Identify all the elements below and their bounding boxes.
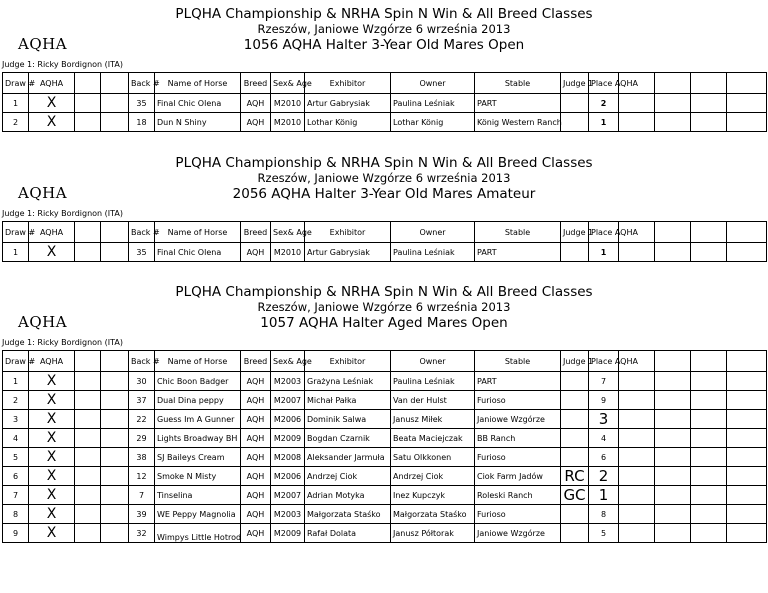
place-cell: 3 bbox=[589, 410, 619, 429]
blank-cell bbox=[75, 448, 101, 467]
judge-line: Judge 1: Ricky Bordignon (ITA) bbox=[2, 338, 124, 347]
blank-cell bbox=[619, 391, 655, 410]
blank-cell bbox=[655, 243, 691, 262]
blank-cell bbox=[727, 505, 767, 524]
place-cell: 1 bbox=[589, 486, 619, 505]
horse-cell: Final Chic Olena bbox=[155, 243, 241, 262]
blank-cell bbox=[619, 448, 655, 467]
col-owner: Owner bbox=[391, 222, 475, 243]
blank-cell bbox=[101, 410, 129, 429]
exhibitor-cell: Michał Pałka bbox=[305, 391, 391, 410]
col-blank bbox=[655, 73, 691, 94]
sex-age-cell: M2003 bbox=[271, 372, 305, 391]
breed-cell: AQH bbox=[241, 94, 271, 113]
back-cell: 18 bbox=[129, 113, 155, 132]
judge-line: Judge 1: Ricky Bordignon (ITA) bbox=[2, 209, 124, 218]
col-draw: Draw # bbox=[3, 73, 29, 94]
draw-cell: 8 bbox=[3, 505, 29, 524]
back-cell: 30 bbox=[129, 372, 155, 391]
draw-cell: 2 bbox=[3, 391, 29, 410]
back-cell: 22 bbox=[129, 410, 155, 429]
blank-cell bbox=[75, 486, 101, 505]
blank-cell bbox=[655, 372, 691, 391]
stable-cell: PART bbox=[475, 94, 561, 113]
blank-cell bbox=[619, 505, 655, 524]
blank-cell bbox=[101, 94, 129, 113]
breed-cell: AQH bbox=[241, 391, 271, 410]
blank-cell bbox=[691, 391, 727, 410]
back-cell: 12 bbox=[129, 467, 155, 486]
col-back: Back # bbox=[129, 351, 155, 372]
col-judge1: Judge 1 bbox=[561, 222, 589, 243]
aqha-mark: X bbox=[29, 486, 75, 505]
sex-age-cell: M2008 bbox=[271, 448, 305, 467]
stable-cell: Roleski Ranch bbox=[475, 486, 561, 505]
col-exhibitor: Exhibitor bbox=[305, 73, 391, 94]
judge-line: Judge 1: Ricky Bordignon (ITA) bbox=[2, 60, 124, 69]
col-blank bbox=[691, 73, 727, 94]
exhibitor-cell: Andrzej Ciok bbox=[305, 467, 391, 486]
aqha-mark: X bbox=[29, 372, 75, 391]
judge1-cell bbox=[561, 505, 589, 524]
blank-cell bbox=[101, 486, 129, 505]
judge1-cell bbox=[561, 410, 589, 429]
blank-cell bbox=[691, 467, 727, 486]
col-aqha: AQHA bbox=[29, 73, 75, 94]
horse-cell: Dun N Shiny bbox=[155, 113, 241, 132]
col-judge1: Judge 1 bbox=[561, 351, 589, 372]
judge1-cell: RC bbox=[561, 467, 589, 486]
col-place: Place AQHA bbox=[589, 222, 619, 243]
col-back: Back # bbox=[129, 222, 155, 243]
back-cell: 37 bbox=[129, 391, 155, 410]
blank-cell bbox=[75, 467, 101, 486]
col-blank bbox=[101, 351, 129, 372]
results-table bbox=[2, 221, 767, 262]
judge1-cell bbox=[561, 391, 589, 410]
col-blank bbox=[727, 73, 767, 94]
aqha-mark: X bbox=[29, 243, 75, 262]
place-cell: 1 bbox=[589, 113, 619, 132]
place-cell: 5 bbox=[589, 524, 619, 543]
blank-cell bbox=[619, 486, 655, 505]
blank-cell bbox=[101, 372, 129, 391]
owner-cell: Inez Kupczyk bbox=[391, 486, 475, 505]
class-title: 1057 AQHA Halter Aged Mares Open bbox=[260, 315, 508, 331]
place-cell: 4 bbox=[589, 429, 619, 448]
blank-cell bbox=[727, 94, 767, 113]
draw-cell: 7 bbox=[3, 486, 29, 505]
judge1-cell bbox=[561, 113, 589, 132]
place-cell: 2 bbox=[589, 467, 619, 486]
judge1-cell bbox=[561, 94, 589, 113]
aqha-logo: AQHA bbox=[18, 184, 68, 202]
horse-cell: Final Chic Olena bbox=[155, 94, 241, 113]
blank-cell bbox=[655, 505, 691, 524]
blank-cell bbox=[691, 94, 727, 113]
horse-cell: WE Peppy Magnolia bbox=[155, 505, 241, 524]
col-aqha: AQHA bbox=[29, 222, 75, 243]
blank-cell bbox=[691, 524, 727, 543]
horse-cell: Smoke N Misty bbox=[155, 467, 241, 486]
blank-cell bbox=[101, 243, 129, 262]
blank-cell bbox=[619, 113, 655, 132]
col-blank bbox=[75, 351, 101, 372]
blank-cell bbox=[727, 467, 767, 486]
breed-cell: AQH bbox=[241, 410, 271, 429]
table-row bbox=[3, 505, 767, 524]
judge1-cell: GC bbox=[561, 486, 589, 505]
blank-cell bbox=[727, 372, 767, 391]
blank-cell bbox=[619, 410, 655, 429]
blank-cell bbox=[101, 429, 129, 448]
exhibitor-cell: Bogdan Czarnik bbox=[305, 429, 391, 448]
col-sex-age: Sex& Age bbox=[271, 222, 305, 243]
exhibitor-cell: Grażyna Leśniak bbox=[305, 372, 391, 391]
horse-cell: Dual Dina peppy bbox=[155, 391, 241, 410]
class-title: 1056 AQHA Halter 3-Year Old Mares Open bbox=[243, 37, 525, 53]
blank-cell bbox=[619, 524, 655, 543]
blank-cell bbox=[727, 243, 767, 262]
col-stable: Stable bbox=[475, 222, 561, 243]
blank-cell bbox=[691, 486, 727, 505]
table-row bbox=[3, 429, 767, 448]
place-cell: 8 bbox=[589, 505, 619, 524]
breed-cell: AQH bbox=[241, 448, 271, 467]
owner-cell: Paulina Leśniak bbox=[391, 372, 475, 391]
col-horse: Name of Horse bbox=[155, 222, 241, 243]
back-cell: 32 bbox=[129, 524, 155, 543]
event-location: Rzeszów, Janiowe Wzgórze 6 września 2013 bbox=[257, 22, 511, 36]
event-title: PLQHA Championship & NRHA Spin N Win & All Breed Classes bbox=[175, 284, 593, 300]
blank-cell bbox=[619, 94, 655, 113]
owner-cell: Paulina Leśniak bbox=[391, 243, 475, 262]
horse-cell: Lights Broadway BH bbox=[155, 429, 241, 448]
horse-cell: Wimpys Little Hotrod bbox=[155, 524, 241, 543]
aqha-mark: X bbox=[29, 410, 75, 429]
owner-cell: Małgorzata Staśko bbox=[391, 505, 475, 524]
blank-cell bbox=[101, 467, 129, 486]
owner-cell: Satu Olkkonen bbox=[391, 448, 475, 467]
aqha-logo: AQHA bbox=[18, 313, 68, 331]
stable-cell: Furioso bbox=[475, 448, 561, 467]
col-breed: Breed bbox=[241, 73, 271, 94]
breed-cell: AQH bbox=[241, 467, 271, 486]
draw-cell: 1 bbox=[3, 243, 29, 262]
table-row bbox=[3, 524, 767, 543]
aqha-mark: X bbox=[29, 391, 75, 410]
blank-cell bbox=[727, 486, 767, 505]
col-blank bbox=[691, 351, 727, 372]
sex-age-cell: M2010 bbox=[271, 243, 305, 262]
stable-cell: Janiowe Wzgórze bbox=[475, 410, 561, 429]
col-horse: Name of Horse bbox=[155, 73, 241, 94]
blank-cell bbox=[691, 429, 727, 448]
owner-cell: Janusz Półtorak bbox=[391, 524, 475, 543]
blank-cell bbox=[727, 429, 767, 448]
place-cell: 6 bbox=[589, 448, 619, 467]
blank-cell bbox=[75, 410, 101, 429]
col-blank bbox=[101, 73, 129, 94]
col-blank bbox=[655, 351, 691, 372]
place-cell: 2 bbox=[589, 94, 619, 113]
stable-cell: Furioso bbox=[475, 505, 561, 524]
exhibitor-cell: Dominik Salwa bbox=[305, 410, 391, 429]
blank-cell bbox=[655, 429, 691, 448]
table-header bbox=[3, 73, 767, 94]
blank-cell bbox=[727, 448, 767, 467]
breed-cell: AQH bbox=[241, 113, 271, 132]
col-sex-age: Sex& Age bbox=[271, 73, 305, 94]
blank-cell bbox=[75, 505, 101, 524]
blank-cell bbox=[101, 505, 129, 524]
stable-cell: König Western Ranch bbox=[475, 113, 561, 132]
horse-cell: Tinselina bbox=[155, 486, 241, 505]
aqha-logo: AQHA bbox=[18, 35, 68, 53]
aqha-mark: X bbox=[29, 448, 75, 467]
aqha-mark: X bbox=[29, 524, 75, 543]
blank-cell bbox=[691, 243, 727, 262]
blank-cell bbox=[655, 113, 691, 132]
exhibitor-cell: Lothar König bbox=[305, 113, 391, 132]
breed-cell: AQH bbox=[241, 486, 271, 505]
sex-age-cell: M2009 bbox=[271, 524, 305, 543]
blank-cell bbox=[691, 505, 727, 524]
judge1-cell bbox=[561, 243, 589, 262]
blank-cell bbox=[655, 94, 691, 113]
horse-cell: Guess Im A Gunner bbox=[155, 410, 241, 429]
col-blank bbox=[101, 222, 129, 243]
breed-cell: AQH bbox=[241, 524, 271, 543]
stable-cell: Furioso bbox=[475, 391, 561, 410]
col-blank bbox=[655, 222, 691, 243]
col-blank bbox=[691, 222, 727, 243]
back-cell: 7 bbox=[129, 486, 155, 505]
results-table bbox=[2, 350, 767, 543]
blank-cell bbox=[75, 429, 101, 448]
exhibitor-cell: Aleksander Jarmuła bbox=[305, 448, 391, 467]
place-cell: 7 bbox=[589, 372, 619, 391]
draw-cell: 5 bbox=[3, 448, 29, 467]
col-place: Place AQHA bbox=[589, 73, 619, 94]
blank-cell bbox=[655, 391, 691, 410]
sex-age-cell: M2010 bbox=[271, 113, 305, 132]
blank-cell bbox=[655, 448, 691, 467]
table-row bbox=[3, 448, 767, 467]
blank-cell bbox=[727, 391, 767, 410]
back-cell: 35 bbox=[129, 243, 155, 262]
judge1-cell bbox=[561, 372, 589, 391]
col-exhibitor: Exhibitor bbox=[305, 222, 391, 243]
back-cell: 38 bbox=[129, 448, 155, 467]
col-exhibitor: Exhibitor bbox=[305, 351, 391, 372]
blank-cell bbox=[101, 448, 129, 467]
event-title: PLQHA Championship & NRHA Spin N Win & All Breed Classes bbox=[175, 6, 593, 22]
back-cell: 29 bbox=[129, 429, 155, 448]
table-row bbox=[3, 372, 767, 391]
blank-cell bbox=[655, 410, 691, 429]
table-row bbox=[3, 94, 767, 113]
blank-cell bbox=[619, 243, 655, 262]
horse-cell: Chic Boon Badger bbox=[155, 372, 241, 391]
horse-cell: SJ Baileys Cream bbox=[155, 448, 241, 467]
blank-cell bbox=[101, 524, 129, 543]
col-blank bbox=[75, 222, 101, 243]
sex-age-cell: M2007 bbox=[271, 391, 305, 410]
col-judge1: Judge 1 bbox=[561, 73, 589, 94]
breed-cell: AQH bbox=[241, 505, 271, 524]
draw-cell: 9 bbox=[3, 524, 29, 543]
event-title: PLQHA Championship & NRHA Spin N Win & All Breed Classes bbox=[175, 155, 593, 171]
aqha-mark: X bbox=[29, 113, 75, 132]
event-location: Rzeszów, Janiowe Wzgórze 6 września 2013 bbox=[257, 171, 511, 185]
back-cell: 39 bbox=[129, 505, 155, 524]
blank-cell bbox=[75, 243, 101, 262]
breed-cell: AQH bbox=[241, 243, 271, 262]
blank-cell bbox=[655, 486, 691, 505]
stable-cell: Ciok Farm Jadów bbox=[475, 467, 561, 486]
class-title: 2056 AQHA Halter 3-Year Old Mares Amateur bbox=[232, 186, 536, 202]
stable-cell: PART bbox=[475, 372, 561, 391]
table-row bbox=[3, 410, 767, 429]
judge1-cell bbox=[561, 429, 589, 448]
blank-cell bbox=[691, 113, 727, 132]
stable-cell: Janiowe Wzgórze bbox=[475, 524, 561, 543]
table-header bbox=[3, 351, 767, 372]
event-location: Rzeszów, Janiowe Wzgórze 6 września 2013 bbox=[257, 300, 511, 314]
breed-cell: AQH bbox=[241, 429, 271, 448]
place-cell: 1 bbox=[589, 243, 619, 262]
stable-cell: PART bbox=[475, 243, 561, 262]
judge1-cell bbox=[561, 448, 589, 467]
breed-cell: AQH bbox=[241, 372, 271, 391]
judge1-cell bbox=[561, 524, 589, 543]
aqha-mark: X bbox=[29, 94, 75, 113]
col-owner: Owner bbox=[391, 73, 475, 94]
blank-cell bbox=[619, 429, 655, 448]
owner-cell: Lothar König bbox=[391, 113, 475, 132]
sex-age-cell: M2010 bbox=[271, 94, 305, 113]
sex-age-cell: M2006 bbox=[271, 467, 305, 486]
results-table bbox=[2, 72, 767, 132]
aqha-mark: X bbox=[29, 429, 75, 448]
col-breed: Breed bbox=[241, 351, 271, 372]
owner-cell: Andrzej Ciok bbox=[391, 467, 475, 486]
blank-cell bbox=[75, 372, 101, 391]
col-blank bbox=[727, 351, 767, 372]
table-header bbox=[3, 222, 767, 243]
exhibitor-cell: Artur Gabrysiak bbox=[305, 94, 391, 113]
stable-cell: BB Ranch bbox=[475, 429, 561, 448]
exhibitor-cell: Rafał Dolata bbox=[305, 524, 391, 543]
aqha-mark: X bbox=[29, 467, 75, 486]
back-cell: 35 bbox=[129, 94, 155, 113]
owner-cell: Beata Maciejczak bbox=[391, 429, 475, 448]
blank-cell bbox=[75, 391, 101, 410]
owner-cell: Van der Hulst bbox=[391, 391, 475, 410]
blank-cell bbox=[75, 524, 101, 543]
blank-cell bbox=[727, 113, 767, 132]
blank-cell bbox=[727, 410, 767, 429]
blank-cell bbox=[101, 113, 129, 132]
table-row bbox=[3, 243, 767, 262]
sex-age-cell: M2003 bbox=[271, 505, 305, 524]
draw-cell: 6 bbox=[3, 467, 29, 486]
blank-cell bbox=[691, 448, 727, 467]
table-row bbox=[3, 391, 767, 410]
exhibitor-cell: Artur Gabrysiak bbox=[305, 243, 391, 262]
owner-cell: Paulina Leśniak bbox=[391, 94, 475, 113]
table-row bbox=[3, 467, 767, 486]
col-blank bbox=[727, 222, 767, 243]
aqha-mark: X bbox=[29, 505, 75, 524]
col-stable: Stable bbox=[475, 73, 561, 94]
col-place: Place AQHA bbox=[589, 351, 619, 372]
exhibitor-cell: Adrian Motyka bbox=[305, 486, 391, 505]
exhibitor-cell: Małgorzata Staśko bbox=[305, 505, 391, 524]
draw-cell: 2 bbox=[3, 113, 29, 132]
col-draw: Draw # bbox=[3, 351, 29, 372]
blank-cell bbox=[101, 391, 129, 410]
blank-cell bbox=[75, 113, 101, 132]
col-draw: Draw # bbox=[3, 222, 29, 243]
blank-cell bbox=[691, 372, 727, 391]
blank-cell bbox=[75, 94, 101, 113]
draw-cell: 1 bbox=[3, 94, 29, 113]
col-breed: Breed bbox=[241, 222, 271, 243]
blank-cell bbox=[691, 410, 727, 429]
blank-cell bbox=[619, 372, 655, 391]
owner-cell: Janusz Miłek bbox=[391, 410, 475, 429]
draw-cell: 3 bbox=[3, 410, 29, 429]
col-stable: Stable bbox=[475, 351, 561, 372]
draw-cell: 1 bbox=[3, 372, 29, 391]
sex-age-cell: M2007 bbox=[271, 486, 305, 505]
col-back: Back # bbox=[129, 73, 155, 94]
blank-cell bbox=[655, 467, 691, 486]
col-aqha: AQHA bbox=[29, 351, 75, 372]
sex-age-cell: M2006 bbox=[271, 410, 305, 429]
table-row bbox=[3, 486, 767, 505]
sex-age-cell: M2009 bbox=[271, 429, 305, 448]
draw-cell: 4 bbox=[3, 429, 29, 448]
blank-cell bbox=[619, 467, 655, 486]
col-owner: Owner bbox=[391, 351, 475, 372]
blank-cell bbox=[655, 524, 691, 543]
col-horse: Name of Horse bbox=[155, 351, 241, 372]
table-row bbox=[3, 113, 767, 132]
col-blank bbox=[75, 73, 101, 94]
col-sex-age: Sex& Age bbox=[271, 351, 305, 372]
blank-cell bbox=[727, 524, 767, 543]
place-cell: 9 bbox=[589, 391, 619, 410]
